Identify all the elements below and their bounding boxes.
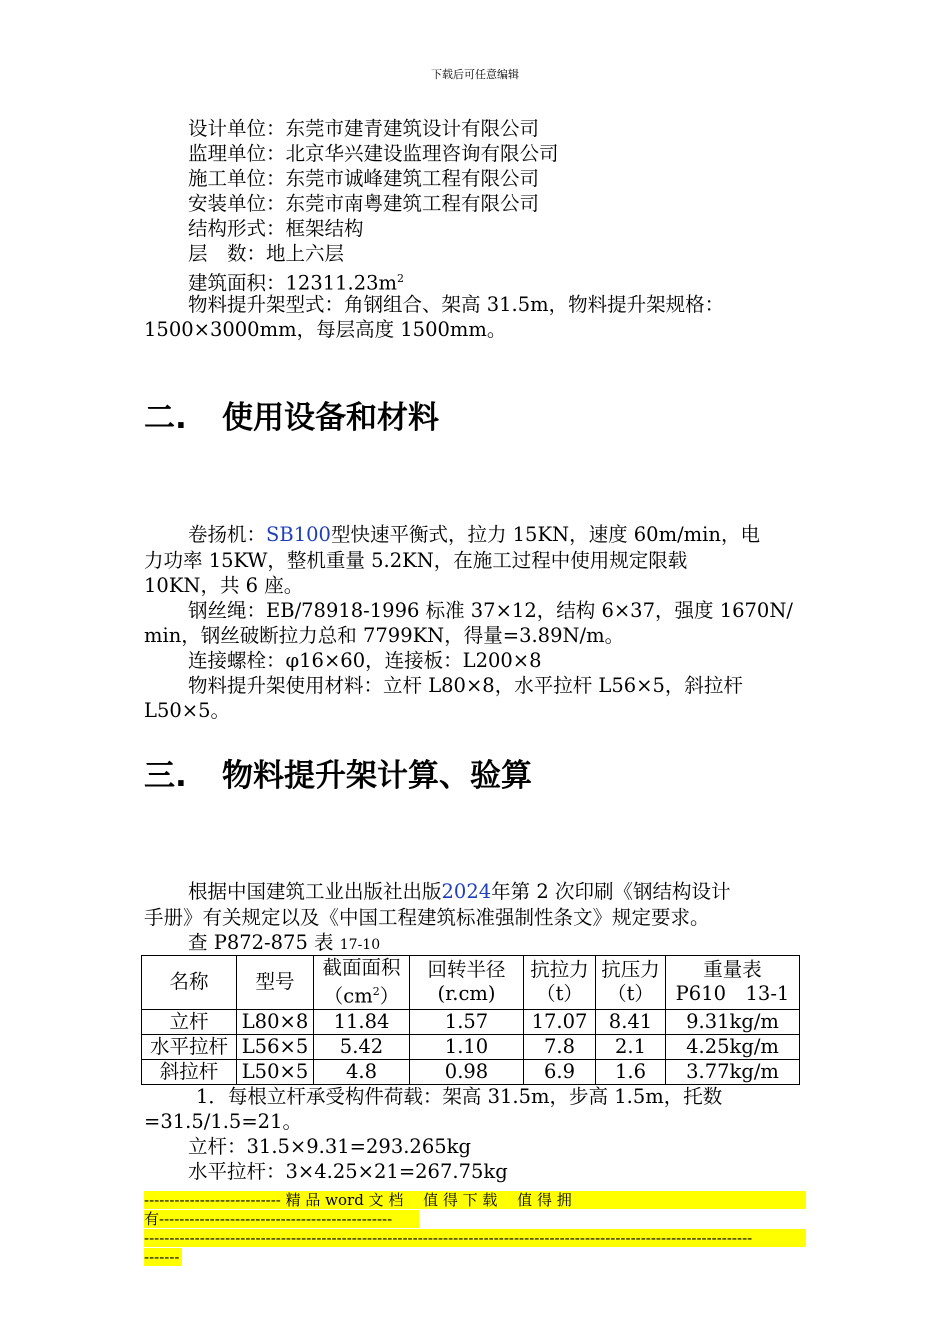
cell-section: 4.8	[314, 1059, 410, 1084]
cell-name: 水平拉杆	[142, 1034, 237, 1059]
section2-heading: 二. 使用设备和材料	[144, 400, 439, 436]
rope-line1: 钢丝绳：EB/78918-1996 标准 37×12，结构 6×37，强度 1670N/	[188, 599, 793, 622]
hoist-type-line2: 1500×3000mm，每层高度 1500mm。	[144, 318, 507, 341]
floor-count: 层 数：地上六层	[188, 242, 345, 265]
table-row	[142, 1034, 800, 1059]
header-section: 截面面积 $(cm^2)$	[314, 956, 410, 1010]
cell-compression: 2.1	[596, 1034, 666, 1059]
header-type: 型号	[237, 956, 314, 1010]
basis-line1: 根据中国建筑工业出版社出版2024年第 2 次印刷《钢结构设计	[188, 880, 731, 903]
table-row	[142, 1009, 800, 1034]
cell-radius: 1.57	[410, 1009, 524, 1034]
cell-weight: 4.25kg/m	[666, 1034, 800, 1059]
cell-tension: 7.8	[524, 1034, 596, 1059]
cell-weight: 9.31kg/m	[666, 1009, 800, 1034]
table-row	[142, 1059, 800, 1084]
cell-compression: 8.41	[596, 1009, 666, 1034]
bolt-line: 连接螺栓：φ16×60，连接板：L200×8	[188, 649, 542, 672]
header-compression: 抗压力 （t）	[596, 956, 666, 1010]
cell-section: 5.42	[314, 1034, 410, 1059]
cell-radius: 1.10	[410, 1034, 524, 1059]
cell-type: L56×5	[237, 1034, 314, 1059]
structure-form: 结构形式：框架结构	[188, 217, 364, 240]
calc-horizontal-load: 水平拉杆：3×4.25×21=267.75kg	[188, 1160, 508, 1183]
cell-tension: 17.07	[524, 1009, 596, 1034]
footer-banner-line3: ------------------------------------------------------------------------------------------------------------------------	[144, 1229, 806, 1247]
winch-line1: 卷扬机：SB100型快速平衡式，拉力 15KN，速度 60m/min，电	[188, 523, 760, 546]
header-tension: 抗拉力 （t）	[524, 956, 596, 1010]
building-area: 建筑面积：$12311.23m^2$	[188, 271, 405, 295]
winch-line2: 力功率 15KW，整机重量 5.2KN，在施工过程中使用规定限载	[144, 549, 688, 572]
cell-section: 11.84	[314, 1009, 410, 1034]
installation-unit: 安装单位：东莞市南粤建筑工程有限公司	[188, 192, 540, 215]
header-weight: 重量表 P610 13-1	[666, 956, 800, 1010]
footer-banner-line2: 有----------------------------------------------	[144, 1210, 419, 1228]
basis-line2: 手册》有关规定以及《中国工程建筑标准强制性条文》规定要求。	[144, 906, 710, 929]
cell-weight: 3.77kg/m	[666, 1059, 800, 1084]
cell-name: 立杆	[142, 1009, 237, 1034]
cell-radius: 0.98	[410, 1059, 524, 1084]
material-spec-table	[141, 955, 800, 1085]
calc-item1-line2: =31.5/1.5=21。	[144, 1110, 302, 1133]
footer-banner-line1: --------------------------- 精 品 word 文 档 值 得 下 载 值 得 拥	[144, 1191, 806, 1209]
calc-item1-line1: 1．每根立杆承受构件荷载：架高 31.5m，步高 1.5m，托数	[196, 1085, 723, 1108]
page-header: 下载后可任意编辑	[431, 68, 519, 81]
header-radius: 回转半径 (r.cm)	[410, 956, 524, 1010]
section3-heading: 三. 物料提升架计算、验算	[144, 758, 532, 794]
material-line1: 物料提升架使用材料：立杆 L80×8，水平拉杆 L56×5，斜拉杆	[188, 674, 743, 697]
footer-banner-line4: -------	[144, 1248, 182, 1266]
material-line2: L50×5。	[144, 699, 231, 722]
calc-pole-load: 立杆：31.5×9.31=293.265kg	[188, 1135, 471, 1158]
lookup-line: 查 P872-875 表 17-10	[188, 931, 381, 954]
table-header-row	[142, 956, 800, 1010]
cell-compression: 1.6	[596, 1059, 666, 1084]
rope-line2: min，钢丝破断拉力总和 7799KN，得量=3.89N/m。	[144, 624, 625, 647]
design-unit: 设计单位：东莞市建青建筑设计有限公司	[188, 117, 540, 140]
cell-type: L50×5	[237, 1059, 314, 1084]
cell-name: 斜拉杆	[142, 1059, 237, 1084]
supervision-unit: 监理单位：北京华兴建设监理咨询有限公司	[188, 142, 559, 165]
cell-type: L80×8	[237, 1009, 314, 1034]
header-name: 名称	[142, 956, 237, 1010]
hoist-type-line1: 物料提升架型式：角钢组合、架高 31.5m，物料提升架规格：	[188, 293, 725, 316]
cell-tension: 6.9	[524, 1059, 596, 1084]
construction-unit: 施工单位：东莞市诚峰建筑工程有限公司	[188, 167, 540, 190]
winch-line3: 10KN，共 6 座。	[144, 574, 304, 597]
